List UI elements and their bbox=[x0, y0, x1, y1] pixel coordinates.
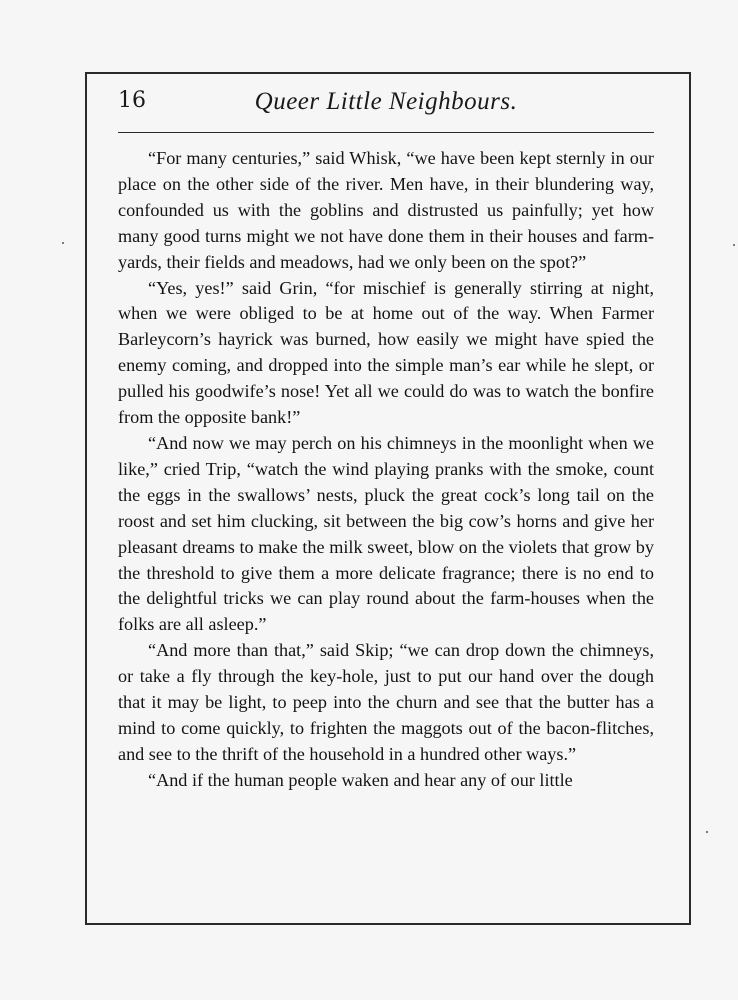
page-header bbox=[118, 88, 654, 124]
scan-speck bbox=[706, 831, 708, 833]
body-text bbox=[118, 146, 654, 794]
paragraph: “And more than that,” said Skip; “we can drop down the chimneys, or take a fly through the key-hole, just to put our hand over the dough that it may be light, to peep into the churn and see that the butter has a mind to come quickly, to frighten the maggots out of the bacon-flitches, and see to the thrift of the household in a hundred other ways.” bbox=[118, 640, 654, 764]
header-rule bbox=[118, 132, 654, 133]
paragraph: “For many centuries,” said Whisk, “we have been kept sternly in our place on the other side of the river. Men have, in their blundering way, confounded us with the goblins and distrusted us painfully; yet how many good turns might we not have done them in their houses and farm-yards, their fields and meadows, had we only been on the spot?” bbox=[118, 148, 654, 272]
scan-speck bbox=[62, 242, 64, 244]
paragraph: “And if the human people waken and hear any of our little bbox=[148, 769, 573, 790]
paragraph: “And now we may perch on his chimneys in the moonlight when we like,” cried Trip, “watch the wind playing pranks with the smoke, count the eggs in the swallows’ nests, pluck the great cock’s long tail on the roost and set him clucking, sit between the big cow’s horns and give her pleasant dreams to make the milk sweet, blow on the violets that grow by the threshold to give them a more delicate fragrance; there is no end to the delightful tricks we can play round about the farm-houses when the folks are all asleep.” bbox=[118, 432, 654, 635]
running-title: Queer Little Neighbours. bbox=[254, 88, 518, 115]
scan-speck bbox=[733, 244, 735, 246]
paragraph: “Yes, yes!” said Grin, “for mischief is generally stirring at night, when we were obliged to be at home out of the way. When Farmer Barleycorn’s hayrick was burned, how easily we might have spied the enemy coming, and dropped into the simple man’s ear while he slept, or pulled his goodwife’s nose! Yet all we could do was to watch the bonfire from the opposite bank!” bbox=[118, 277, 654, 428]
page-number: 16 bbox=[118, 88, 146, 113]
